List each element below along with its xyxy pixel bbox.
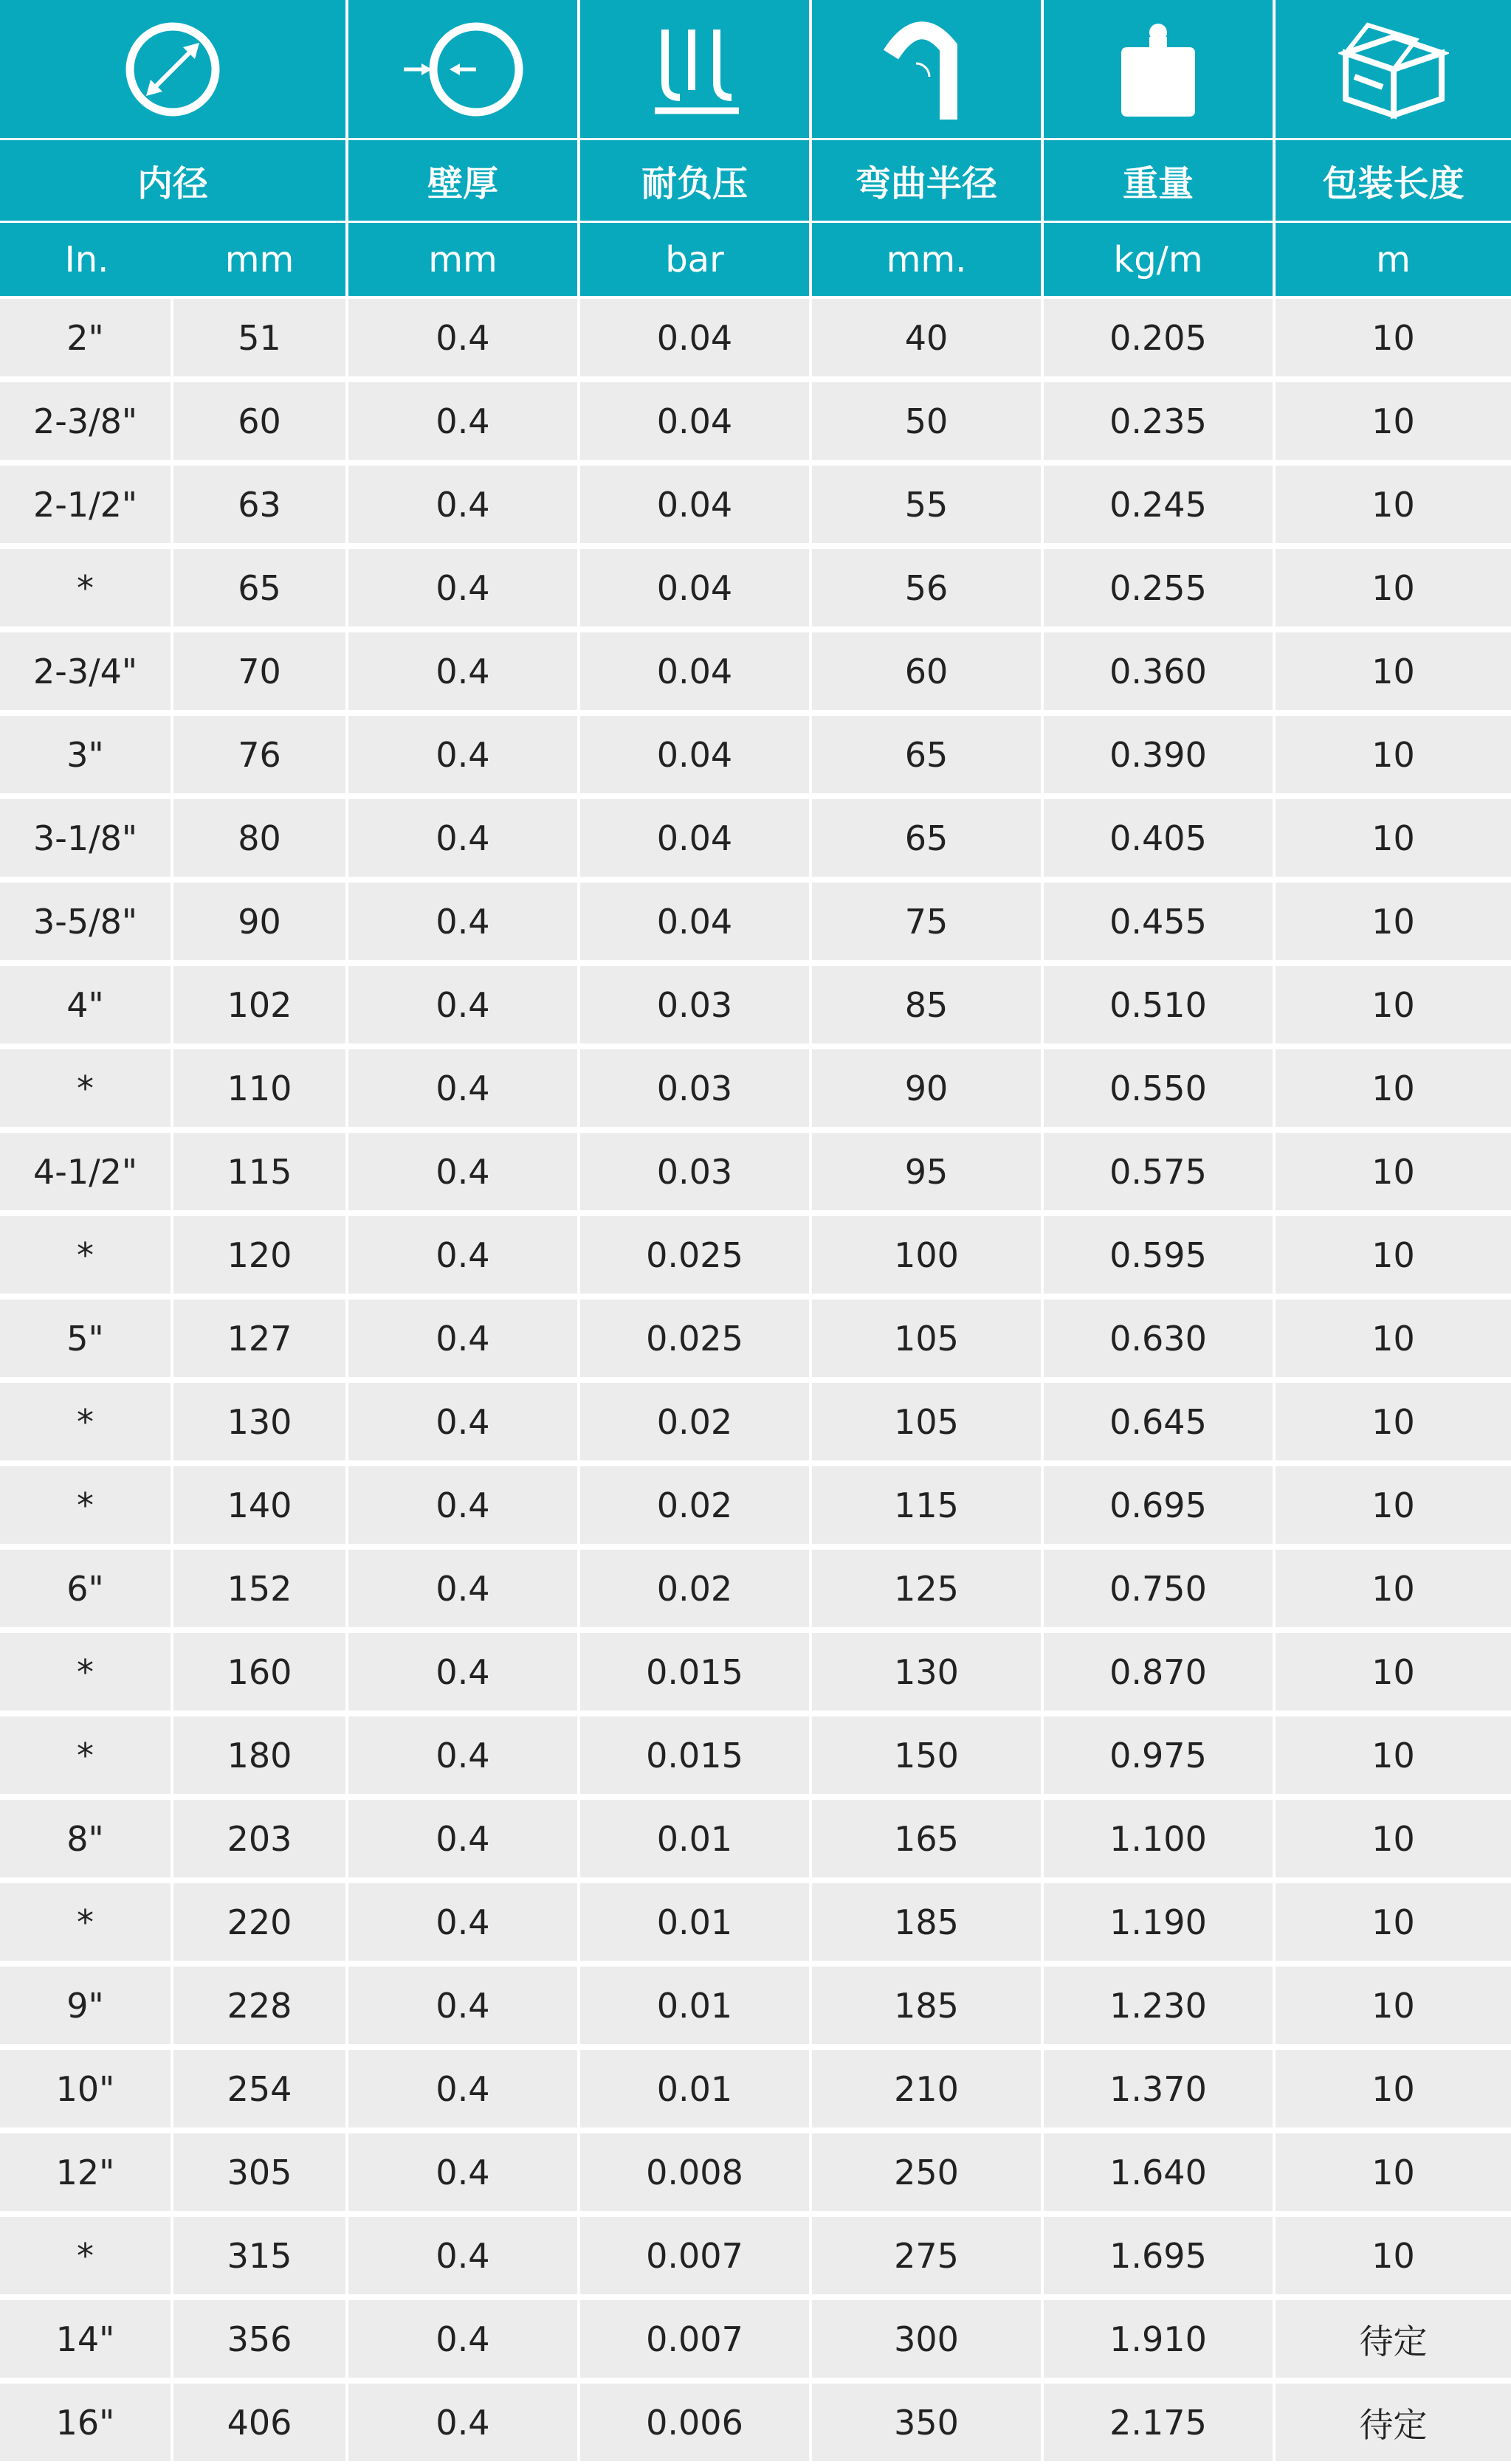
cell-package-length: 10 [1276, 1633, 1511, 1714]
cell-inch: 4" [0, 966, 173, 1046]
cell-package-length: 10 [1276, 966, 1511, 1046]
cell-inch: * [0, 1383, 173, 1463]
cell-pressure: 0.006 [580, 2384, 812, 2464]
cell-pressure: 0.025 [580, 1300, 812, 1380]
table-row [0, 1633, 1511, 1714]
cell-weight: 0.235 [1044, 382, 1276, 463]
cell-mm: 65 [173, 549, 348, 629]
inner-diameter-icon [0, 0, 348, 138]
cell-pressure: 0.04 [580, 466, 812, 546]
unit-mm-diameter: mm [173, 223, 348, 296]
cell-package-length: 10 [1276, 2133, 1511, 2214]
cell-inch: 12" [0, 2133, 173, 2214]
cell-inch: 6" [0, 1550, 173, 1630]
unit-mm-radius: mm. [812, 223, 1044, 296]
cell-bend-radius: 65 [812, 716, 1044, 796]
cell-weight: 1.190 [1044, 1883, 1276, 1964]
cell-package-length: 10 [1276, 1133, 1511, 1213]
cell-wall-thickness: 0.4 [348, 2384, 580, 2464]
cell-package-length: 10 [1276, 1216, 1511, 1297]
table-row [0, 632, 1511, 713]
cell-inch: 3-5/8" [0, 883, 173, 963]
cell-pressure: 0.01 [580, 1967, 812, 2047]
cell-mm: 140 [173, 1466, 348, 1547]
cell-wall-thickness: 0.4 [348, 1800, 580, 1880]
cell-weight: 0.595 [1044, 1216, 1276, 1297]
cell-wall-thickness: 0.4 [348, 2050, 580, 2130]
cell-weight: 0.455 [1044, 883, 1276, 963]
bend-radius-icon [812, 0, 1044, 138]
table-row [0, 1466, 1511, 1547]
cell-package-length: 10 [1276, 1049, 1511, 1130]
cell-weight: 1.640 [1044, 2133, 1276, 2214]
cell-package-length: 10 [1276, 799, 1511, 880]
cell-inch: * [0, 1049, 173, 1130]
table-row [0, 1049, 1511, 1130]
weight-icon [1044, 0, 1276, 138]
cell-package-length: 10 [1276, 1967, 1511, 2047]
cell-weight: 2.175 [1044, 2384, 1276, 2464]
cell-bend-radius: 185 [812, 1967, 1044, 2047]
cell-package-length: 待定 [1276, 2300, 1511, 2381]
cell-weight: 1.370 [1044, 2050, 1276, 2130]
cell-inch: * [0, 1883, 173, 1964]
cell-inch: 3-1/8" [0, 799, 173, 880]
unit-mm-thickness: mm [348, 223, 580, 296]
cell-wall-thickness: 0.4 [348, 1633, 580, 1714]
cell-wall-thickness: 0.4 [348, 1466, 580, 1547]
cell-bend-radius: 75 [812, 883, 1044, 963]
cell-weight: 1.230 [1044, 1967, 1276, 2047]
table-row [0, 2384, 1511, 2464]
cell-mm: 51 [173, 299, 348, 379]
unit-bar: bar [580, 223, 812, 296]
cell-wall-thickness: 0.4 [348, 1550, 580, 1630]
cell-pressure: 0.015 [580, 1633, 812, 1714]
cell-weight: 0.695 [1044, 1466, 1276, 1547]
unit-header-row [0, 223, 1511, 296]
cell-package-length: 10 [1276, 632, 1511, 713]
cell-mm: 220 [173, 1883, 348, 1964]
table-row [0, 2050, 1511, 2130]
cell-pressure: 0.04 [580, 549, 812, 629]
table-row [0, 799, 1511, 880]
table-row [0, 1883, 1511, 1964]
cell-bend-radius: 40 [812, 299, 1044, 379]
cell-pressure: 0.015 [580, 1716, 812, 1797]
cell-wall-thickness: 0.4 [348, 382, 580, 463]
cell-mm: 356 [173, 2300, 348, 2381]
cell-package-length: 10 [1276, 1716, 1511, 1797]
cell-wall-thickness: 0.4 [348, 1300, 580, 1380]
cell-inch: * [0, 549, 173, 629]
cell-package-length: 10 [1276, 382, 1511, 463]
table-row [0, 466, 1511, 546]
cell-pressure: 0.04 [580, 799, 812, 880]
cell-package-length: 10 [1276, 1800, 1511, 1880]
cell-weight: 0.575 [1044, 1133, 1276, 1213]
cell-package-length: 10 [1276, 1300, 1511, 1380]
table-row [0, 1383, 1511, 1463]
cell-weight: 0.390 [1044, 716, 1276, 796]
cell-inch: 5" [0, 1300, 173, 1380]
cell-bend-radius: 250 [812, 2133, 1044, 2214]
cell-pressure: 0.007 [580, 2300, 812, 2381]
cell-bend-radius: 50 [812, 382, 1044, 463]
header-package-length: 包装长度 [1276, 140, 1511, 221]
cell-bend-radius: 105 [812, 1300, 1044, 1380]
cell-pressure: 0.04 [580, 299, 812, 379]
table-row [0, 2133, 1511, 2214]
table-row [0, 1800, 1511, 1880]
cell-inch: 8" [0, 1800, 173, 1880]
cell-mm: 160 [173, 1633, 348, 1714]
cell-package-length: 10 [1276, 299, 1511, 379]
cell-package-length: 10 [1276, 883, 1511, 963]
table-row [0, 1133, 1511, 1213]
cell-weight: 1.910 [1044, 2300, 1276, 2381]
table-row [0, 299, 1511, 379]
cell-inch: 9" [0, 1967, 173, 2047]
cell-mm: 180 [173, 1716, 348, 1797]
cell-inch: 2" [0, 299, 173, 379]
cell-package-length: 10 [1276, 716, 1511, 796]
cell-weight: 0.645 [1044, 1383, 1276, 1463]
cell-weight: 1.100 [1044, 1800, 1276, 1880]
label-header-row [0, 140, 1511, 221]
table-row [0, 382, 1511, 463]
cell-package-length: 10 [1276, 1883, 1511, 1964]
cell-bend-radius: 150 [812, 1716, 1044, 1797]
cell-wall-thickness: 0.4 [348, 2217, 580, 2297]
cell-mm: 127 [173, 1300, 348, 1380]
cell-package-length: 10 [1276, 1383, 1511, 1463]
cell-pressure: 0.02 [580, 1550, 812, 1630]
unit-m: m [1276, 223, 1511, 296]
cell-wall-thickness: 0.4 [348, 883, 580, 963]
cell-bend-radius: 210 [812, 2050, 1044, 2130]
cell-pressure: 0.025 [580, 1216, 812, 1297]
table-row [0, 1300, 1511, 1380]
unit-kg-per-m: kg/m [1044, 223, 1276, 296]
cell-pressure: 0.03 [580, 966, 812, 1046]
cell-inch: 16" [0, 2384, 173, 2464]
table-row [0, 1716, 1511, 1797]
cell-weight: 0.245 [1044, 466, 1276, 546]
header-bend-radius: 弯曲半径 [812, 140, 1044, 221]
cell-bend-radius: 85 [812, 966, 1044, 1046]
cell-bend-radius: 275 [812, 2217, 1044, 2297]
cell-wall-thickness: 0.4 [348, 966, 580, 1046]
cell-weight: 0.360 [1044, 632, 1276, 713]
cell-pressure: 0.01 [580, 1883, 812, 1964]
cell-weight: 0.975 [1044, 1716, 1276, 1797]
cell-bend-radius: 55 [812, 466, 1044, 546]
cell-weight: 0.550 [1044, 1049, 1276, 1130]
cell-mm: 60 [173, 382, 348, 463]
table-row [0, 1550, 1511, 1630]
cell-mm: 406 [173, 2384, 348, 2464]
header-weight: 重量 [1044, 140, 1276, 221]
cell-pressure: 0.03 [580, 1049, 812, 1130]
cell-wall-thickness: 0.4 [348, 799, 580, 880]
cell-mm: 152 [173, 1550, 348, 1630]
cell-wall-thickness: 0.4 [348, 2133, 580, 2214]
cell-weight: 0.205 [1044, 299, 1276, 379]
cell-mm: 315 [173, 2217, 348, 2297]
cell-weight: 0.255 [1044, 549, 1276, 629]
header-inner-diameter: 内径 [0, 140, 348, 221]
cell-inch: * [0, 1466, 173, 1547]
cell-weight: 0.405 [1044, 799, 1276, 880]
cell-wall-thickness: 0.4 [348, 716, 580, 796]
cell-mm: 203 [173, 1800, 348, 1880]
cell-bend-radius: 300 [812, 2300, 1044, 2381]
cell-bend-radius: 115 [812, 1466, 1044, 1547]
wall-thickness-icon [348, 0, 580, 138]
cell-inch: 3" [0, 716, 173, 796]
cell-inch: 2-3/4" [0, 632, 173, 713]
cell-weight: 0.750 [1044, 1550, 1276, 1630]
cell-mm: 228 [173, 1967, 348, 2047]
cell-inch: * [0, 1716, 173, 1797]
cell-inch: * [0, 2217, 173, 2297]
cell-bend-radius: 130 [812, 1633, 1044, 1714]
cell-bend-radius: 350 [812, 2384, 1044, 2464]
cell-wall-thickness: 0.4 [348, 632, 580, 713]
cell-pressure: 0.007 [580, 2217, 812, 2297]
cell-mm: 115 [173, 1133, 348, 1213]
table-row [0, 549, 1511, 629]
cell-wall-thickness: 0.4 [348, 1967, 580, 2047]
cell-mm: 110 [173, 1049, 348, 1130]
table-row [0, 883, 1511, 963]
cell-wall-thickness: 0.4 [348, 549, 580, 629]
cell-pressure: 0.008 [580, 2133, 812, 2214]
cell-mm: 254 [173, 2050, 348, 2130]
cell-inch: 2-1/2" [0, 466, 173, 546]
cell-weight: 0.870 [1044, 1633, 1276, 1714]
cell-bend-radius: 95 [812, 1133, 1044, 1213]
cell-wall-thickness: 0.4 [348, 466, 580, 546]
unit-inch: In. [0, 223, 173, 296]
icon-header-row [0, 0, 1511, 138]
cell-pressure: 0.04 [580, 382, 812, 463]
table-row [0, 2217, 1511, 2297]
cell-bend-radius: 56 [812, 549, 1044, 629]
cell-inch: 4-1/2" [0, 1133, 173, 1213]
cell-wall-thickness: 0.4 [348, 1133, 580, 1213]
cell-package-length: 待定 [1276, 2384, 1511, 2464]
cell-package-length: 10 [1276, 2050, 1511, 2130]
table-row [0, 716, 1511, 796]
cell-package-length: 10 [1276, 466, 1511, 546]
cell-bend-radius: 165 [812, 1800, 1044, 1880]
cell-bend-radius: 185 [812, 1883, 1044, 1964]
cell-pressure: 0.01 [580, 2050, 812, 2130]
cell-bend-radius: 60 [812, 632, 1044, 713]
cell-wall-thickness: 0.4 [348, 299, 580, 379]
cell-mm: 70 [173, 632, 348, 713]
cell-weight: 0.510 [1044, 966, 1276, 1046]
cell-pressure: 0.02 [580, 1466, 812, 1547]
cell-mm: 130 [173, 1383, 348, 1463]
cell-weight: 0.630 [1044, 1300, 1276, 1380]
cell-wall-thickness: 0.4 [348, 1049, 580, 1130]
cell-wall-thickness: 0.4 [348, 1216, 580, 1297]
cell-bend-radius: 90 [812, 1049, 1044, 1130]
header-wall-thickness: 壁厚 [348, 140, 580, 221]
cell-pressure: 0.03 [580, 1133, 812, 1213]
cell-mm: 305 [173, 2133, 348, 2214]
pressure-icon [580, 0, 812, 138]
table-row [0, 1216, 1511, 1297]
cell-wall-thickness: 0.4 [348, 2300, 580, 2381]
cell-mm: 120 [173, 1216, 348, 1297]
cell-inch: * [0, 1633, 173, 1714]
table-row [0, 2300, 1511, 2381]
cell-mm: 102 [173, 966, 348, 1046]
cell-package-length: 10 [1276, 549, 1511, 629]
cell-bend-radius: 65 [812, 799, 1044, 880]
cell-wall-thickness: 0.4 [348, 1716, 580, 1797]
cell-package-length: 10 [1276, 1550, 1511, 1630]
package-box-icon [1276, 0, 1511, 138]
cell-package-length: 10 [1276, 2217, 1511, 2297]
cell-wall-thickness: 0.4 [348, 1883, 580, 1964]
cell-mm: 63 [173, 466, 348, 546]
cell-bend-radius: 125 [812, 1550, 1044, 1630]
cell-inch: 10" [0, 2050, 173, 2130]
cell-inch: * [0, 1216, 173, 1297]
cell-package-length: 10 [1276, 1466, 1511, 1547]
table-row [0, 966, 1511, 1046]
table-row [0, 1967, 1511, 2047]
cell-pressure: 0.01 [580, 1800, 812, 1880]
cell-weight: 1.695 [1044, 2217, 1276, 2297]
cell-inch: 2-3/8" [0, 382, 173, 463]
cell-pressure: 0.04 [580, 716, 812, 796]
cell-bend-radius: 100 [812, 1216, 1044, 1297]
cell-pressure: 0.04 [580, 883, 812, 963]
cell-pressure: 0.04 [580, 632, 812, 713]
cell-mm: 80 [173, 799, 348, 880]
cell-bend-radius: 105 [812, 1383, 1044, 1463]
cell-inch: 14" [0, 2300, 173, 2381]
cell-pressure: 0.02 [580, 1383, 812, 1463]
cell-wall-thickness: 0.4 [348, 1383, 580, 1463]
header-vacuum-pressure: 耐负压 [580, 140, 812, 221]
cell-mm: 90 [173, 883, 348, 963]
cell-mm: 76 [173, 716, 348, 796]
